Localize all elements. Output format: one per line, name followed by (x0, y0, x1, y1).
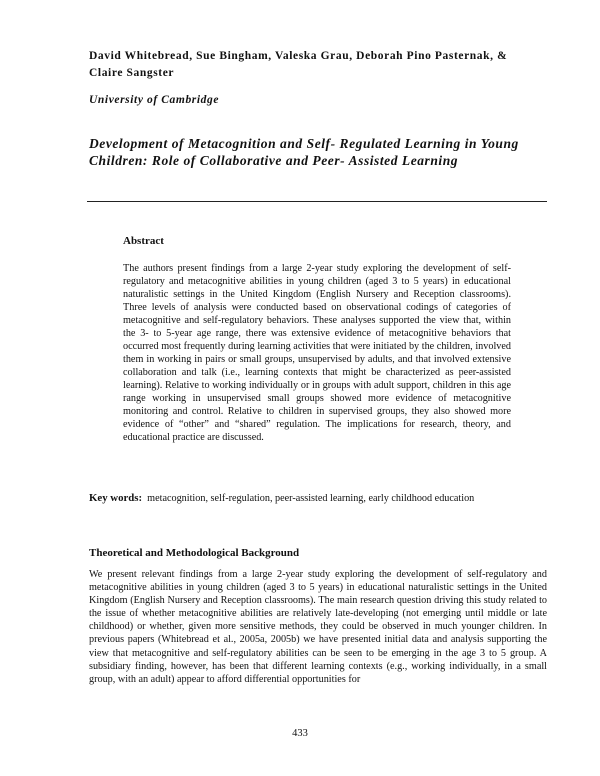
section-text: We present relevant findings from a large 2-year study exploring the development of self-regulatory and metacognitive abilities in young children (aged 3 to 5 years) in educational naturalistic settings in the United Kingdom (English Nursery and Reception classrooms). The main research question driving this study related to the issue of whether metacognitive abilities are relatively late-developing (not emerging until middle or late childhood) or whether, given more sensitive methods, they could be observed in much younger children. In previous papers (Whitebread et al., 2005a, 2005b) we have presented initial data and analysis supporting the view that metacognitive and self-regulatory abilities can be seen to be emerging in the age 3 to 5 group. A subsidiary finding, however, has been that different learning contexts (e.g., working individually, in a small group, with an adult) appear to afford differential opportunities for (89, 569, 547, 685)
author-list: David Whitebread, Sue Bingham, Valeska Grau, Deborah Pino Pasternak, & Claire Sangster (89, 50, 508, 79)
affiliation: University of Cambridge (89, 94, 220, 106)
title-divider (87, 201, 547, 202)
keywords-label: Key words: (89, 492, 143, 504)
keywords-text: metacognition, self-regulation, peer-assisted learning, early childhood education (147, 493, 475, 504)
abstract-text: The authors present findings from a large 2-year study exploring the development of self-regulatory and metacognitive abilities in young children (aged 3 to 5 years) in educational naturalistic settings in the United Kingdom (English Nursery and Reception classrooms). Three levels of analysis were conducted based on observational codings of categories of metacognitive and self-regulatory behaviors. These analyses supported the view that, within the 3- to 5-year age range, there was extensive evidence of metacognitive behaviors that occurred most frequently during learning activities that were initiated by the children, involved them in working in pairs or small groups, unsupervised by adults, and that involved extensive collaboration and talk (i.e., learning contexts that might be characterized as peer-assisted learning). Relative to working individually or in groups with adult support, children in this age range working in unsupervised small groups showed more evidence of metacognitive monitoring and control. Relative to children in supervised groups, they also showed more evidence of “other” and “shared” regulation. The implications for research, theory, and educational practice are discussed. (123, 263, 511, 443)
keywords (89, 492, 519, 505)
section-heading: Theoretical and Methodological Background (89, 547, 300, 559)
page-number: 433 (292, 728, 308, 739)
paper-title: Development of Metacognition and Self- Regulated Learning in Young Children: Role of Collaborative and Peer- Assisted Learning (89, 136, 519, 168)
abstract-heading: Abstract (123, 235, 164, 247)
